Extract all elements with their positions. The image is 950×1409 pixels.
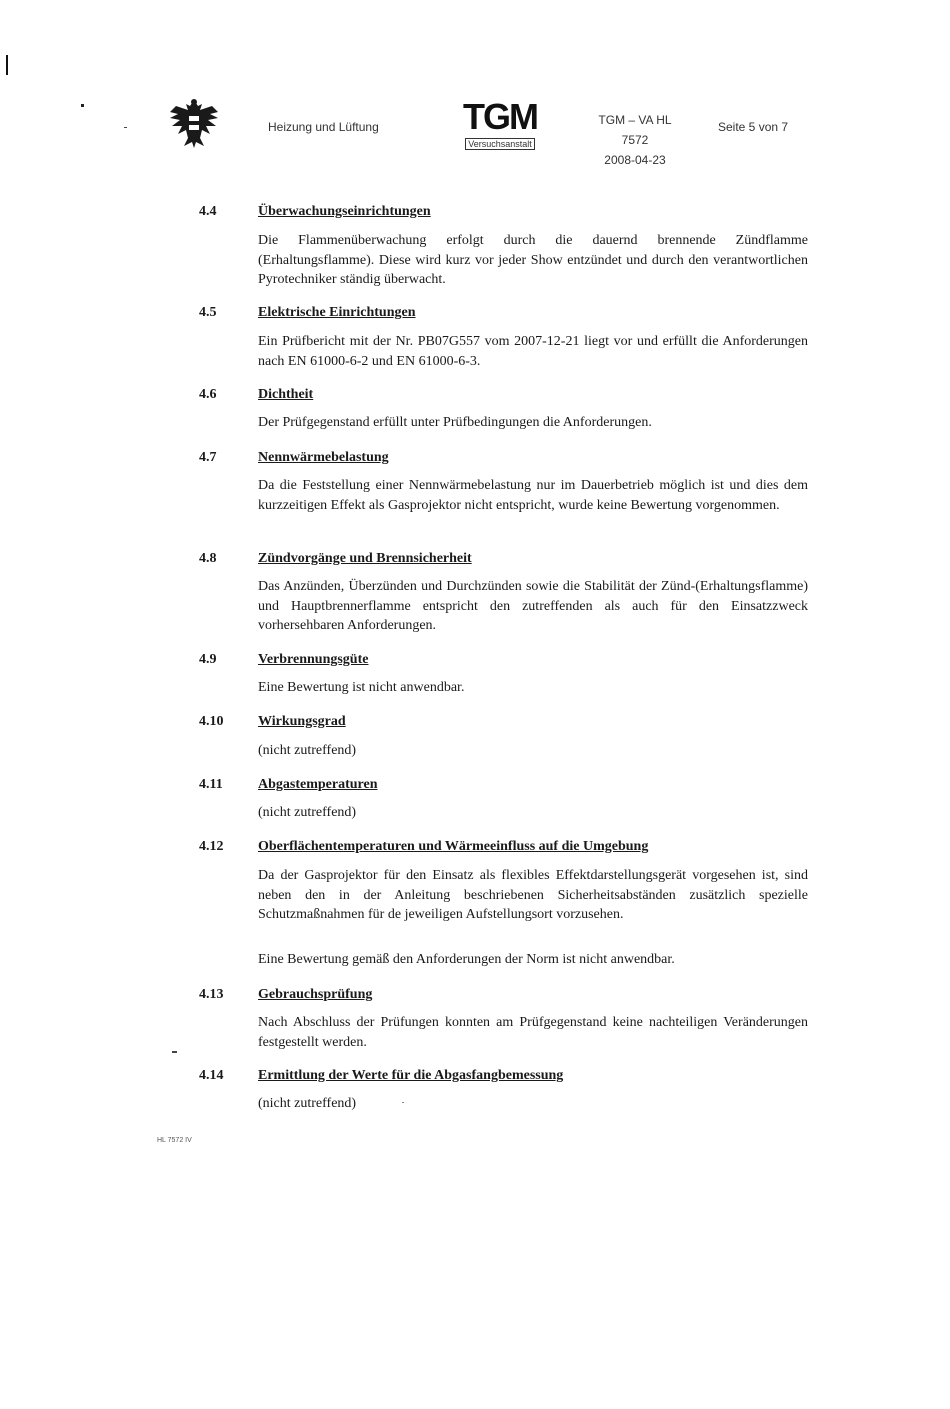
section-paragraph: Die Flammenüberwachung erfolgt durch die dauernd brennende Zündflamme (Erhaltungsflamme). Diese wird kurz vor jeder Show entzündet und durch den verantwortlichen Pyrotechniker ständig überwacht.: [258, 233, 808, 287]
section-title: Nennwärmebelastung: [258, 450, 389, 465]
scan-speck: [124, 127, 127, 128]
section-title: Abgastemperaturen: [258, 777, 378, 792]
section-title: Überwachungseinrichtungen: [258, 204, 431, 219]
austrian-eagle-coat-of-arms-icon: [166, 96, 222, 152]
section-title: Wirkungsgrad: [258, 714, 346, 729]
section-number: 4.4: [199, 204, 217, 219]
section-title: Gebrauchsprüfung: [258, 987, 373, 1002]
page-number: Seite 5 von 7: [718, 120, 789, 134]
scan-speck: [81, 104, 84, 107]
document-id: TGM – VA HL 7572: [598, 113, 672, 147]
document-date: 2008-04-23: [604, 153, 666, 167]
section-title: Elektrische Einrichtungen: [258, 305, 416, 320]
section-paragraph: Da der Gasprojektor für den Einsatz als flexibles Effektdarstellungsgerät vorgesehen ist, sind neben den in der Anleitung beschriebenen Sicherheitsabständen zusätzlich spezielle Schutzmaßnahmen für de jeweiligen Aufstellungsort vorzusehen.: [258, 868, 808, 922]
section-number: 4.11: [199, 777, 223, 792]
section-paragraph: (nicht zutreffend): [258, 743, 357, 758]
section-number: 4.12: [199, 839, 224, 854]
section-title: Zündvorgänge und Brennsicherheit: [258, 551, 472, 566]
section-paragraph: Da die Feststellung einer Nennwärmebelastung nur im Dauerbetrieb möglich ist und dies dem kurzzeitigen Effekt als Gasprojektor nicht entspricht, wurde keine Bewertung vorgenommen.: [258, 478, 808, 513]
section-paragraph: Nach Abschluss der Prüfungen konnten am Prüfgegenstand keine nachteiligen Veränderungen festgestellt werden.: [258, 1015, 808, 1050]
section-title: Dichtheit: [258, 387, 314, 402]
logo-text: TGM: [463, 96, 537, 137]
section-number: 4.10: [199, 714, 224, 729]
section-paragraph: Das Anzünden, Überzünden und Durchzünden sowie die Stabilität der Zünd-(Erhaltungsflamme) und Hauptbrennerflamme entspricht den zutreffenden als auch für den Einsatzzweck vorhersehbaren Anforderungen.: [258, 579, 808, 633]
section-paragraph: Eine Bewertung gemäß den Anforderungen der Norm ist nicht anwendbar.: [258, 952, 675, 967]
footer-code: HL 7572 IV: [157, 1137, 192, 1144]
scan-speck: [172, 1051, 177, 1053]
section-number: 4.13: [199, 987, 224, 1002]
section-paragraph: Eine Bewertung ist nicht anwendbar.: [258, 680, 465, 695]
section-number: 4.6: [199, 387, 217, 402]
header-document-id-block: [585, 110, 685, 170]
section-title: Ermittlung der Werte für die Abgasfangbemessung: [258, 1068, 564, 1083]
section-number: 4.8: [199, 551, 217, 566]
section-number: 4.5: [199, 305, 217, 320]
section-paragraph: (nicht zutreffend): [258, 1096, 357, 1111]
tgm-logo: [460, 96, 540, 152]
section-title: Oberflächentemperaturen und Wärmeeinfluss auf die Umgebung: [258, 839, 649, 854]
section-paragraph: Ein Prüfbericht mit der Nr. PB07G557 vom 2007-12-21 liegt vor und erfüllt die Anforderungen nach EN 61000-6-2 und EN 61000-6-3.: [258, 334, 808, 369]
header-department: Heizung und Lüftung: [268, 120, 379, 134]
section-title: Verbrennungsgüte: [258, 652, 369, 667]
section-paragraph: Der Prüfgegenstand erfüllt unter Prüfbedingungen die Anforderungen.: [258, 415, 652, 430]
scan-margin-mark: [6, 55, 8, 75]
section-number: 4.14: [199, 1068, 224, 1083]
logo-subtext: Versuchsanstalt: [465, 138, 535, 150]
section-number: 4.9: [199, 652, 217, 667]
section-paragraph: (nicht zutreffend): [258, 805, 357, 820]
section-number: 4.7: [199, 450, 217, 465]
